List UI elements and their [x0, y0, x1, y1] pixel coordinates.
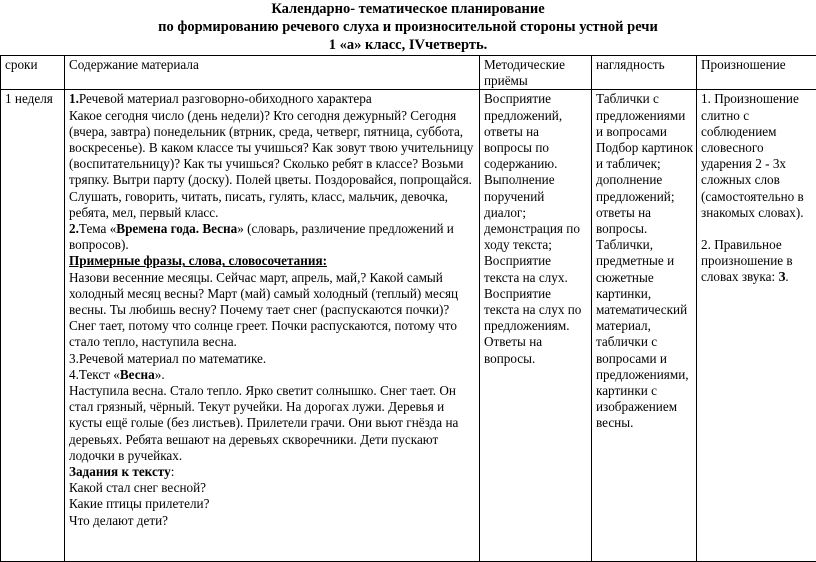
header-methods-line-2: приёмы: [484, 73, 528, 88]
section-2-heading: 2.Тема «Времена года. Весна» (словарь, различение предложений и вопросов).: [69, 221, 476, 253]
header-methods: [480, 56, 592, 90]
header-pronunciation: Произношение: [697, 56, 816, 90]
section-4-heading: 4.Текст «Весна».: [69, 367, 476, 383]
doc-title-line-3: 1 «а» класс, IVчетверть.: [0, 37, 816, 54]
cell-pronunciation: [697, 90, 816, 562]
cell-visuals: Таблички с предложениями и вопросами Подбор картинок и табличек; дополнение предложений; ответы на вопросы. Таблички, предметные и сюжетные картинки, математический материал, таблички с вопросами и предложениями, картинки с изображением весны.: [592, 90, 697, 562]
header-row: [1, 56, 816, 90]
section-3-heading: 3.Речевой материал по математике.: [69, 351, 476, 367]
tasks-heading: Задания к тексту:: [69, 464, 476, 480]
question-3: Что делают дети?: [69, 513, 476, 529]
question-1: Какой стал снег весной?: [69, 480, 476, 496]
cell-methods: Восприятие предложений, ответы на вопросы по содержанию. Выполнение поручений диалог; демонстрация по ходу текста; Восприятие текста на слух. Восприятие текста на слух по предложениям. Ответы на вопросы.: [480, 90, 592, 562]
question-2: Какие птицы прилетели?: [69, 496, 476, 512]
cell-content: [65, 90, 480, 562]
planning-table: [0, 55, 816, 562]
header-content: Содержание материала: [65, 56, 480, 90]
section-1-heading: 1.Речевой материал разговорно-обиходного характера: [69, 91, 476, 107]
cell-period: 1 неделя: [1, 90, 65, 562]
doc-title-line-1: Календарно- тематическое планирование: [0, 1, 816, 18]
pronunciation-item-1: 1. Произношение слитно с соблюдением словесного ударения 2 - 3х сложных слов (самостоятельно в знакомых словах).: [701, 91, 813, 221]
doc-title-line-2: по формированию речевого слуха и произносительной стороны устной речи: [0, 19, 816, 36]
pronunciation-item-2: 2. Правильное произношение в словах звука: З.: [701, 237, 813, 286]
header-visuals: наглядность: [592, 56, 697, 90]
section-4-text: Наступила весна. Стало тепло. Ярко светит солнышко. Снег тает. Он стал грязный, чёрный. Текут ручейки. На дорогах лужи. Деревья и кусты ещё голые (без листьев). Прилетели грачи. Они вьют гнёзда на деревьях. Ребята вешают на деревьях скворечники. Дети пускают лодочки в ручейках.: [69, 383, 476, 464]
section-2-examples-heading: Примерные фразы, слова, словосочетания:: [69, 253, 476, 269]
section-1-text: Какое сегодня число (день недели)? Кто сегодня дежурный? Сегодня (вчера, завтра) понедельник (втрник, среда, четверг, пятница, суббота, воскресенье). В каком классе ты учишься? Как зовут твою учительницу (воспитательницу)? Как ты учишься? Сколько ребят в классе? Возьми тряпку. Вытри парту (доску). Полей цветы. Поздоровайся, попрощайся. Слушать, говорить, читать, писать, гулять, класс, мальчик, девочка, ребята, мел, первый класс.: [69, 108, 476, 221]
table-row: [1, 90, 816, 562]
section-2-text: Назови весенние месяцы. Сейчас март, апрель, май,? Какой самый холодный месяц весны? Март (май) самый холодный (теплый) месяц весны. Ты любишь весну? Почему тает снег (распускаются почки)? Снег тает, потому что солнце греет. Почки распускаются, потому что стало тепло, наступила весна.: [69, 270, 476, 351]
header-methods-line-1: Методические: [484, 57, 565, 72]
header-period: сроки: [1, 56, 65, 90]
